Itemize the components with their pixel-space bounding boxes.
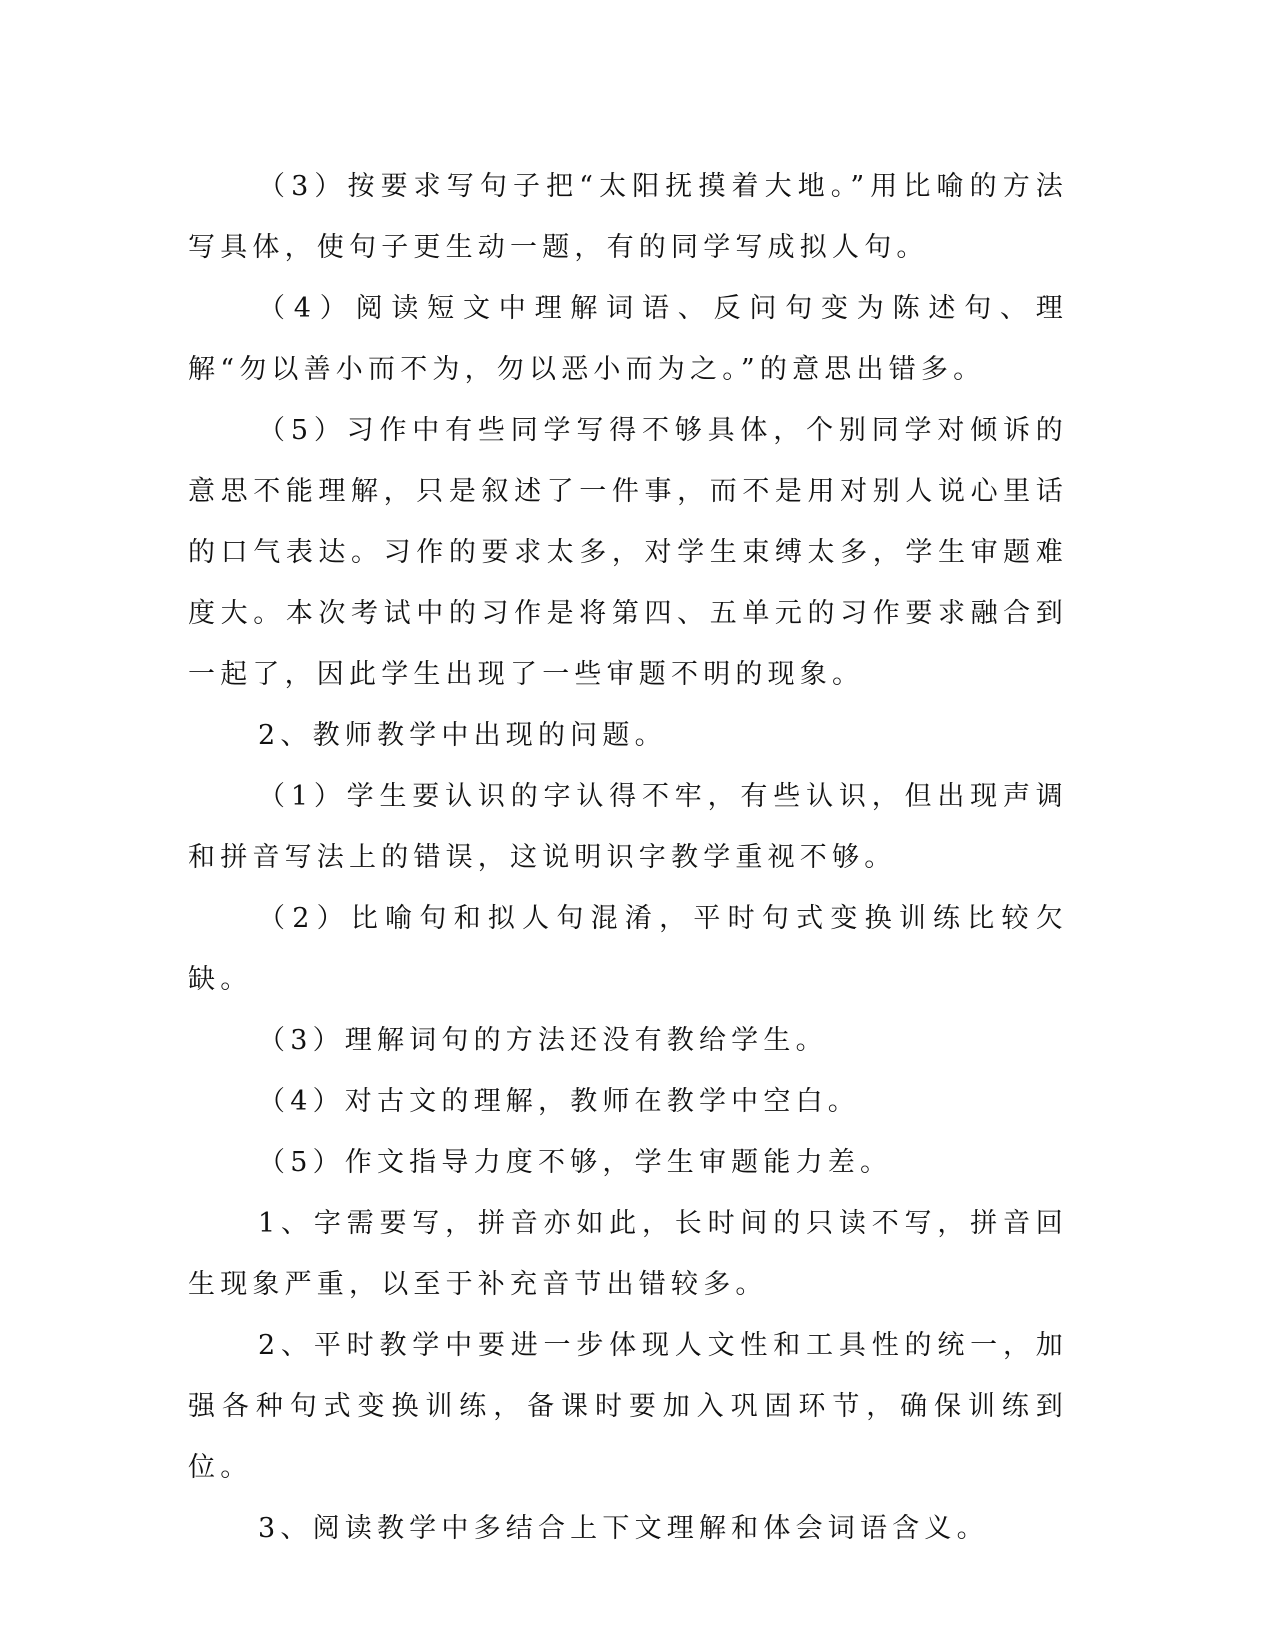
paragraph-measure-3: 3、阅读教学中多结合上下文理解和体会词语含义。 — [258, 1513, 989, 1544]
paragraph-measure-1: 1、字需要写，拼音亦如此，长时间的只读不写，拼音回生现象严重，以至于补充音节出错较多。 — [188, 1208, 1068, 1300]
paragraph-problem-1: （1）学生要认识的字认得不牢，有些认识，但出现声调和拼音写法上的错误，这说明识字教学重视不够。 — [188, 781, 1068, 873]
paragraph-problem-3: （3）理解词句的方法还没有教给学生。 — [258, 1025, 828, 1056]
paragraph-problem-2: （2）比喻句和拟人句混淆，平时句式变换训练比较欠缺。 — [188, 903, 1068, 995]
paragraph-problem-5: （5）作文指导力度不够，学生审题能力差。 — [258, 1147, 893, 1178]
section-heading-teaching-problems: 2、教师教学中出现的问题。 — [258, 720, 667, 751]
paragraph-item-3-sentence-rewrite: （3）按要求写句子把“太阳抚摸着大地。”用比喻的方法写具体，使句子更生动一题，有的同学写成拟人句。 — [188, 171, 1068, 263]
paragraph-item-5-writing: （5）习作中有些同学写得不够具体，个别同学对倾诉的意思不能理解，只是叙述了一件事，而不是用对别人说心里话的口气表达。习作的要求太多，对学生束缚太多，学生审题难度大。本次考试中的习作是将第四、五单元的习作要求融合到一起了，因此学生出现了一些审题不明的现象。 — [188, 415, 1068, 690]
document-body — [188, 156, 1068, 1559]
paragraph-measure-2: 2、平时教学中要进一步体现人文性和工具性的统一，加强各种句式变换训练，备课时要加入巩固环节，确保训练到位。 — [188, 1330, 1068, 1483]
paragraph-problem-4: （4）对古文的理解，教师在教学中空白。 — [258, 1086, 860, 1117]
paragraph-item-4-reading: （4）阅读短文中理解词语、反问句变为陈述句、理解“勿以善小而不为，勿以恶小而为之。”的意思出错多。 — [188, 293, 1068, 385]
